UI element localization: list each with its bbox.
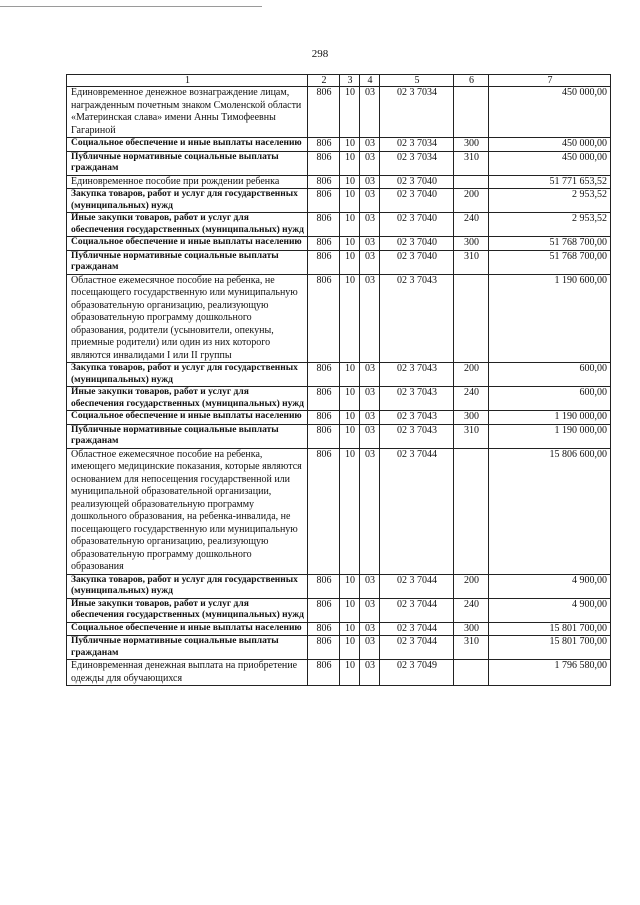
row-section-cell: 10 <box>340 138 360 152</box>
table-row <box>67 636 611 660</box>
row-target-article-cell: 02 3 7043 <box>380 363 454 387</box>
table-row <box>67 411 611 425</box>
row-target-article-cell: 02 3 7044 <box>380 574 454 598</box>
column-header: 2 <box>308 75 340 87</box>
row-target-article-cell: 02 3 7044 <box>380 636 454 660</box>
row-code-cell: 806 <box>308 411 340 425</box>
table-row <box>67 213 611 237</box>
row-name-cell: Закупка товаров, работ и услуг для государственных (муниципальных) нужд <box>67 363 308 387</box>
row-subsection-cell: 03 <box>360 636 380 660</box>
row-amount-cell: 2 953,52 <box>489 213 611 237</box>
row-expense-type-cell: 240 <box>454 598 489 622</box>
row-subsection-cell: 03 <box>360 189 380 213</box>
row-expense-type-cell: 300 <box>454 237 489 251</box>
row-code-cell: 806 <box>308 387 340 411</box>
row-name-cell: Закупка товаров, работ и услуг для государственных (муниципальных) нужд <box>67 189 308 213</box>
row-expense-type-cell <box>454 660 489 686</box>
row-section-cell: 10 <box>340 387 360 411</box>
row-subsection-cell: 03 <box>360 237 380 251</box>
row-expense-type-cell: 240 <box>454 387 489 411</box>
row-subsection-cell: 03 <box>360 574 380 598</box>
row-expense-type-cell <box>454 448 489 574</box>
row-subsection-cell: 03 <box>360 424 380 448</box>
row-code-cell: 806 <box>308 87 340 138</box>
row-name-cell: Публичные нормативные социальные выплаты гражданам <box>67 424 308 448</box>
row-amount-cell: 15 801 700,00 <box>489 622 611 636</box>
row-expense-type-cell: 310 <box>454 424 489 448</box>
row-amount-cell: 1 796 580,00 <box>489 660 611 686</box>
row-amount-cell: 450 000,00 <box>489 138 611 152</box>
row-code-cell: 806 <box>308 363 340 387</box>
row-amount-cell: 4 900,00 <box>489 574 611 598</box>
row-code-cell: 806 <box>308 237 340 251</box>
column-header: 4 <box>360 75 380 87</box>
row-amount-cell: 450 000,00 <box>489 151 611 175</box>
table-row <box>67 175 611 189</box>
row-code-cell: 806 <box>308 189 340 213</box>
row-section-cell: 10 <box>340 250 360 274</box>
row-target-article-cell: 02 3 7040 <box>380 175 454 189</box>
row-expense-type-cell: 300 <box>454 411 489 425</box>
table-row <box>67 598 611 622</box>
table-header-row <box>67 75 611 87</box>
row-name-cell: Единовременная денежная выплата на приобретение одежды для обучающихся <box>67 660 308 686</box>
row-subsection-cell: 03 <box>360 213 380 237</box>
row-subsection-cell: 03 <box>360 151 380 175</box>
row-section-cell: 10 <box>340 189 360 213</box>
row-target-article-cell: 02 3 7040 <box>380 189 454 213</box>
row-target-article-cell: 02 3 7049 <box>380 660 454 686</box>
row-amount-cell: 600,00 <box>489 387 611 411</box>
row-amount-cell: 4 900,00 <box>489 598 611 622</box>
row-code-cell: 806 <box>308 175 340 189</box>
row-section-cell: 10 <box>340 622 360 636</box>
row-subsection-cell: 03 <box>360 274 380 363</box>
row-name-cell: Социальное обеспечение и иные выплаты населению <box>67 622 308 636</box>
row-expense-type-cell: 300 <box>454 138 489 152</box>
row-section-cell: 10 <box>340 448 360 574</box>
table-row <box>67 660 611 686</box>
row-section-cell: 10 <box>340 237 360 251</box>
row-section-cell: 10 <box>340 411 360 425</box>
table-body <box>67 87 611 686</box>
row-code-cell: 806 <box>308 138 340 152</box>
column-header: 3 <box>340 75 360 87</box>
row-section-cell: 10 <box>340 175 360 189</box>
row-amount-cell: 600,00 <box>489 363 611 387</box>
row-name-cell: Публичные нормативные социальные выплаты гражданам <box>67 250 308 274</box>
row-code-cell: 806 <box>308 660 340 686</box>
row-subsection-cell: 03 <box>360 387 380 411</box>
row-name-cell: Социальное обеспечение и иные выплаты населению <box>67 237 308 251</box>
row-subsection-cell: 03 <box>360 175 380 189</box>
row-expense-type-cell: 240 <box>454 213 489 237</box>
row-expense-type-cell: 310 <box>454 636 489 660</box>
row-expense-type-cell: 310 <box>454 250 489 274</box>
row-name-cell: Областное ежемесячное пособие на ребенка, не посещающего государственную или муниципальную образовательную организацию, реализующую образовательную программу дошкольного образования, родители (усыновители, опекуны, приемные родители) или один из них которого являются инвалидами I или II группы <box>67 274 308 363</box>
table-row <box>67 622 611 636</box>
table-row <box>67 250 611 274</box>
table-row <box>67 274 611 363</box>
row-amount-cell: 51 771 653,52 <box>489 175 611 189</box>
row-expense-type-cell <box>454 87 489 138</box>
row-subsection-cell: 03 <box>360 87 380 138</box>
table-row <box>67 387 611 411</box>
row-target-article-cell: 02 3 7044 <box>380 448 454 574</box>
row-section-cell: 10 <box>340 598 360 622</box>
row-section-cell: 10 <box>340 574 360 598</box>
row-subsection-cell: 03 <box>360 598 380 622</box>
scan-edge-line <box>0 6 262 7</box>
row-target-article-cell: 02 3 7043 <box>380 387 454 411</box>
row-code-cell: 806 <box>308 424 340 448</box>
row-amount-cell: 51 768 700,00 <box>489 237 611 251</box>
row-name-cell: Закупка товаров, работ и услуг для государственных (муниципальных) нужд <box>67 574 308 598</box>
table-row <box>67 448 611 574</box>
column-header: 5 <box>380 75 454 87</box>
table-row <box>67 151 611 175</box>
row-target-article-cell: 02 3 7034 <box>380 138 454 152</box>
row-expense-type-cell <box>454 274 489 363</box>
row-name-cell: Иные закупки товаров, работ и услуг для обеспечения государственных (муниципальных) нужд <box>67 387 308 411</box>
row-section-cell: 10 <box>340 636 360 660</box>
row-section-cell: 10 <box>340 274 360 363</box>
table-row <box>67 138 611 152</box>
row-target-article-cell: 02 3 7043 <box>380 411 454 425</box>
row-code-cell: 806 <box>308 250 340 274</box>
row-subsection-cell: 03 <box>360 448 380 574</box>
row-name-cell: Публичные нормативные социальные выплаты гражданам <box>67 151 308 175</box>
row-name-cell: Единовременное денежное вознаграждение лицам, награжденным почетным знаком Смоленской области «Материнская слава» имени Анны Тимофеевны Гагариной <box>67 87 308 138</box>
table-row <box>67 87 611 138</box>
row-code-cell: 806 <box>308 448 340 574</box>
row-section-cell: 10 <box>340 87 360 138</box>
column-header: 6 <box>454 75 489 87</box>
row-amount-cell: 2 953,52 <box>489 189 611 213</box>
row-name-cell: Иные закупки товаров, работ и услуг для обеспечения государственных (муниципальных) нужд <box>67 598 308 622</box>
row-expense-type-cell <box>454 175 489 189</box>
row-target-article-cell: 02 3 7044 <box>380 598 454 622</box>
row-subsection-cell: 03 <box>360 138 380 152</box>
row-target-article-cell: 02 3 7034 <box>380 151 454 175</box>
row-name-cell: Публичные нормативные социальные выплаты гражданам <box>67 636 308 660</box>
row-name-cell: Единовременное пособие при рождении ребенка <box>67 175 308 189</box>
row-name-cell: Социальное обеспечение и иные выплаты населению <box>67 138 308 152</box>
row-code-cell: 806 <box>308 213 340 237</box>
row-target-article-cell: 02 3 7040 <box>380 237 454 251</box>
row-subsection-cell: 03 <box>360 622 380 636</box>
row-amount-cell: 1 190 600,00 <box>489 274 611 363</box>
row-subsection-cell: 03 <box>360 660 380 686</box>
row-amount-cell: 15 801 700,00 <box>489 636 611 660</box>
row-expense-type-cell: 200 <box>454 574 489 598</box>
row-target-article-cell: 02 3 7043 <box>380 424 454 448</box>
column-header: 7 <box>489 75 611 87</box>
budget-table <box>66 74 611 686</box>
row-code-cell: 806 <box>308 622 340 636</box>
row-section-cell: 10 <box>340 424 360 448</box>
row-code-cell: 806 <box>308 636 340 660</box>
row-expense-type-cell: 200 <box>454 363 489 387</box>
row-amount-cell: 15 806 600,00 <box>489 448 611 574</box>
page-number: 298 <box>311 48 329 60</box>
row-code-cell: 806 <box>308 151 340 175</box>
row-amount-cell: 1 190 000,00 <box>489 411 611 425</box>
row-section-cell: 10 <box>340 363 360 387</box>
row-expense-type-cell: 200 <box>454 189 489 213</box>
table-row <box>67 363 611 387</box>
row-subsection-cell: 03 <box>360 363 380 387</box>
row-name-cell: Иные закупки товаров, работ и услуг для обеспечения государственных (муниципальных) нужд <box>67 213 308 237</box>
row-expense-type-cell: 310 <box>454 151 489 175</box>
row-target-article-cell: 02 3 7034 <box>380 87 454 138</box>
row-target-article-cell: 02 3 7043 <box>380 274 454 363</box>
row-target-article-cell: 02 3 7044 <box>380 622 454 636</box>
table-row <box>67 237 611 251</box>
row-section-cell: 10 <box>340 213 360 237</box>
row-subsection-cell: 03 <box>360 411 380 425</box>
row-expense-type-cell: 300 <box>454 622 489 636</box>
row-name-cell: Областное ежемесячное пособие на ребенка, имеющего медицинские показания, которые являются основанием для непосещения государственной или муниципальной образовательной организации, реализующей образовательную программу дошкольного образования, на ребенка-инвалида, не посещающего государственную или муниципальную образовательную организацию, реализующую образовательную программу дошкольного образования <box>67 448 308 574</box>
table-row <box>67 574 611 598</box>
table-row <box>67 189 611 213</box>
row-amount-cell: 450 000,00 <box>489 87 611 138</box>
row-code-cell: 806 <box>308 598 340 622</box>
row-section-cell: 10 <box>340 660 360 686</box>
table-row <box>67 424 611 448</box>
row-code-cell: 806 <box>308 574 340 598</box>
row-section-cell: 10 <box>340 151 360 175</box>
row-target-article-cell: 02 3 7040 <box>380 213 454 237</box>
row-code-cell: 806 <box>308 274 340 363</box>
row-subsection-cell: 03 <box>360 250 380 274</box>
row-amount-cell: 51 768 700,00 <box>489 250 611 274</box>
row-target-article-cell: 02 3 7040 <box>380 250 454 274</box>
column-header: 1 <box>67 75 308 87</box>
row-name-cell: Социальное обеспечение и иные выплаты населению <box>67 411 308 425</box>
row-amount-cell: 1 190 000,00 <box>489 424 611 448</box>
